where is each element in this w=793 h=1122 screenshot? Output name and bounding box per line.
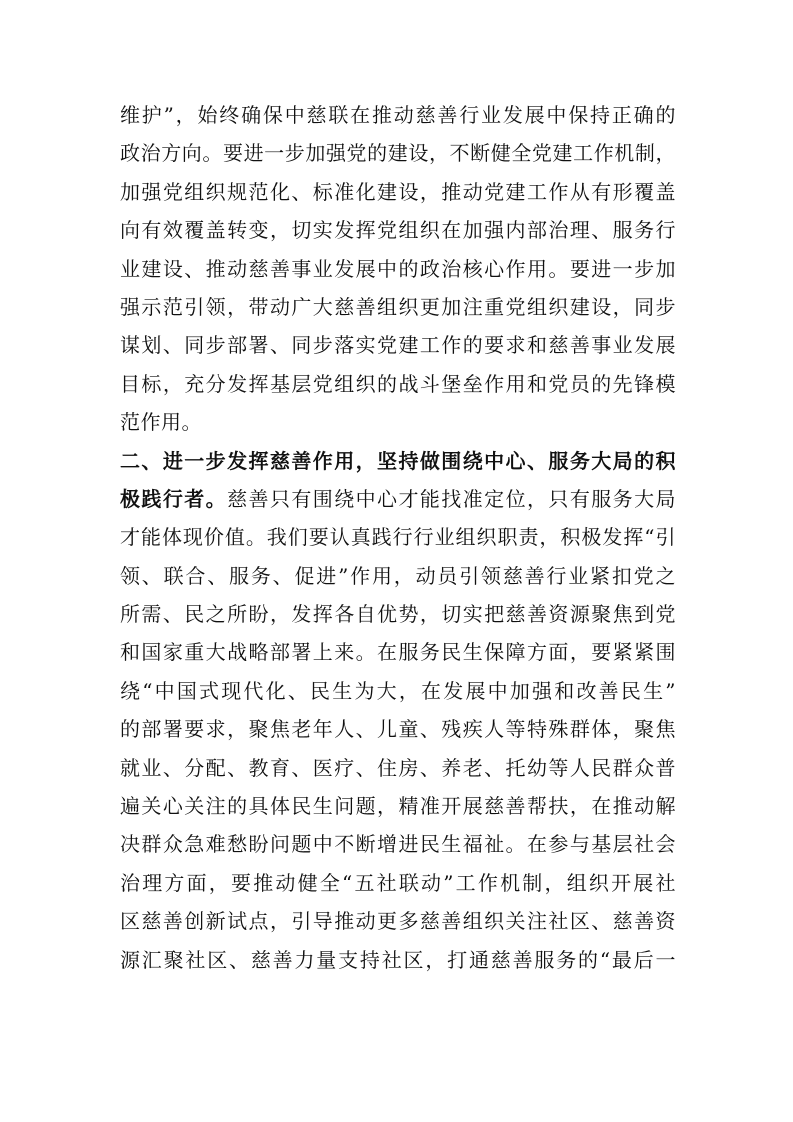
body-text [120, 96, 676, 979]
text-line: 区慈善创新试点，引导推动更多慈善组织关注社区、慈善资 [120, 909, 676, 934]
text-line: 源汇聚社区、慈善力量支持社区，打通慈善服务的“最后一 [120, 947, 676, 972]
heading-tail: 极践行者。 [120, 486, 228, 511]
text-line: 遍关心关注的具体民生问题，精准开展慈善帮扶，在推动解 [120, 794, 676, 819]
section-heading-line: 二、进一步发挥慈善作用，坚持做围绕中心、服务大局的积 [120, 448, 676, 473]
line-text: 慈善只有围绕中心才能找准定位，只有服务大局 [227, 486, 677, 511]
text-line: 维护”，始终确保中慈联在推动慈善行业发展中保持正确的 [120, 103, 676, 127]
section-heading-continued-line [120, 480, 676, 518]
text-line: 治理方面，要推动健全“五社联动”工作机制，组织开展社 [120, 870, 676, 895]
text-line: 领、联合、服务、促进”作用，动员引领慈善行业紧扣党之 [120, 563, 676, 588]
text-line: 范作用。 [120, 410, 202, 435]
text-line: 绕“中国式现代化、民生为大，在发展中加强和改善民生” [120, 678, 676, 703]
text-line: 目标，充分发挥基层党组织的战斗堡垒作用和党员的先锋模 [120, 371, 676, 396]
text-line: 加强党组织规范化、标准化建设，推动党建工作从有形覆盖 [120, 179, 676, 204]
text-line: 业建设、推动慈善事业发展中的政治核心作用。要进一步加 [120, 256, 676, 281]
text-line: 政治方向。要进一步加强党的建设，不断健全党建工作机制， [120, 141, 676, 166]
text-line: 向有效覆盖转变，切实发挥党组织在加强内部治理、服务行 [120, 218, 676, 243]
text-line: 强示范引领，带动广大慈善组织更加注重党组织建设，同步 [120, 294, 676, 319]
text-line: 所需、民之所盼，发挥各自优势，切实把慈善资源聚焦到党 [120, 602, 676, 627]
text-line: 决群众急难愁盼问题中不断增进民生福祉。在参与基层社会 [120, 832, 676, 857]
text-line: 谋划、同步部署、同步落实党建工作的要求和慈善事业发展 [120, 333, 676, 358]
text-line: 的部署要求，聚焦老年人、儿童、残疾人等特殊群体，聚焦 [120, 717, 676, 742]
text-line: 和国家重大战略部署上来。在服务民生保障方面，要紧紧围 [120, 640, 676, 665]
text-line: 就业、分配、教育、医疗、住房、养老、托幼等人民群众普 [120, 755, 676, 780]
text-line: 才能体现价值。我们要认真践行行业组织职责，积极发挥“引 [120, 525, 676, 550]
